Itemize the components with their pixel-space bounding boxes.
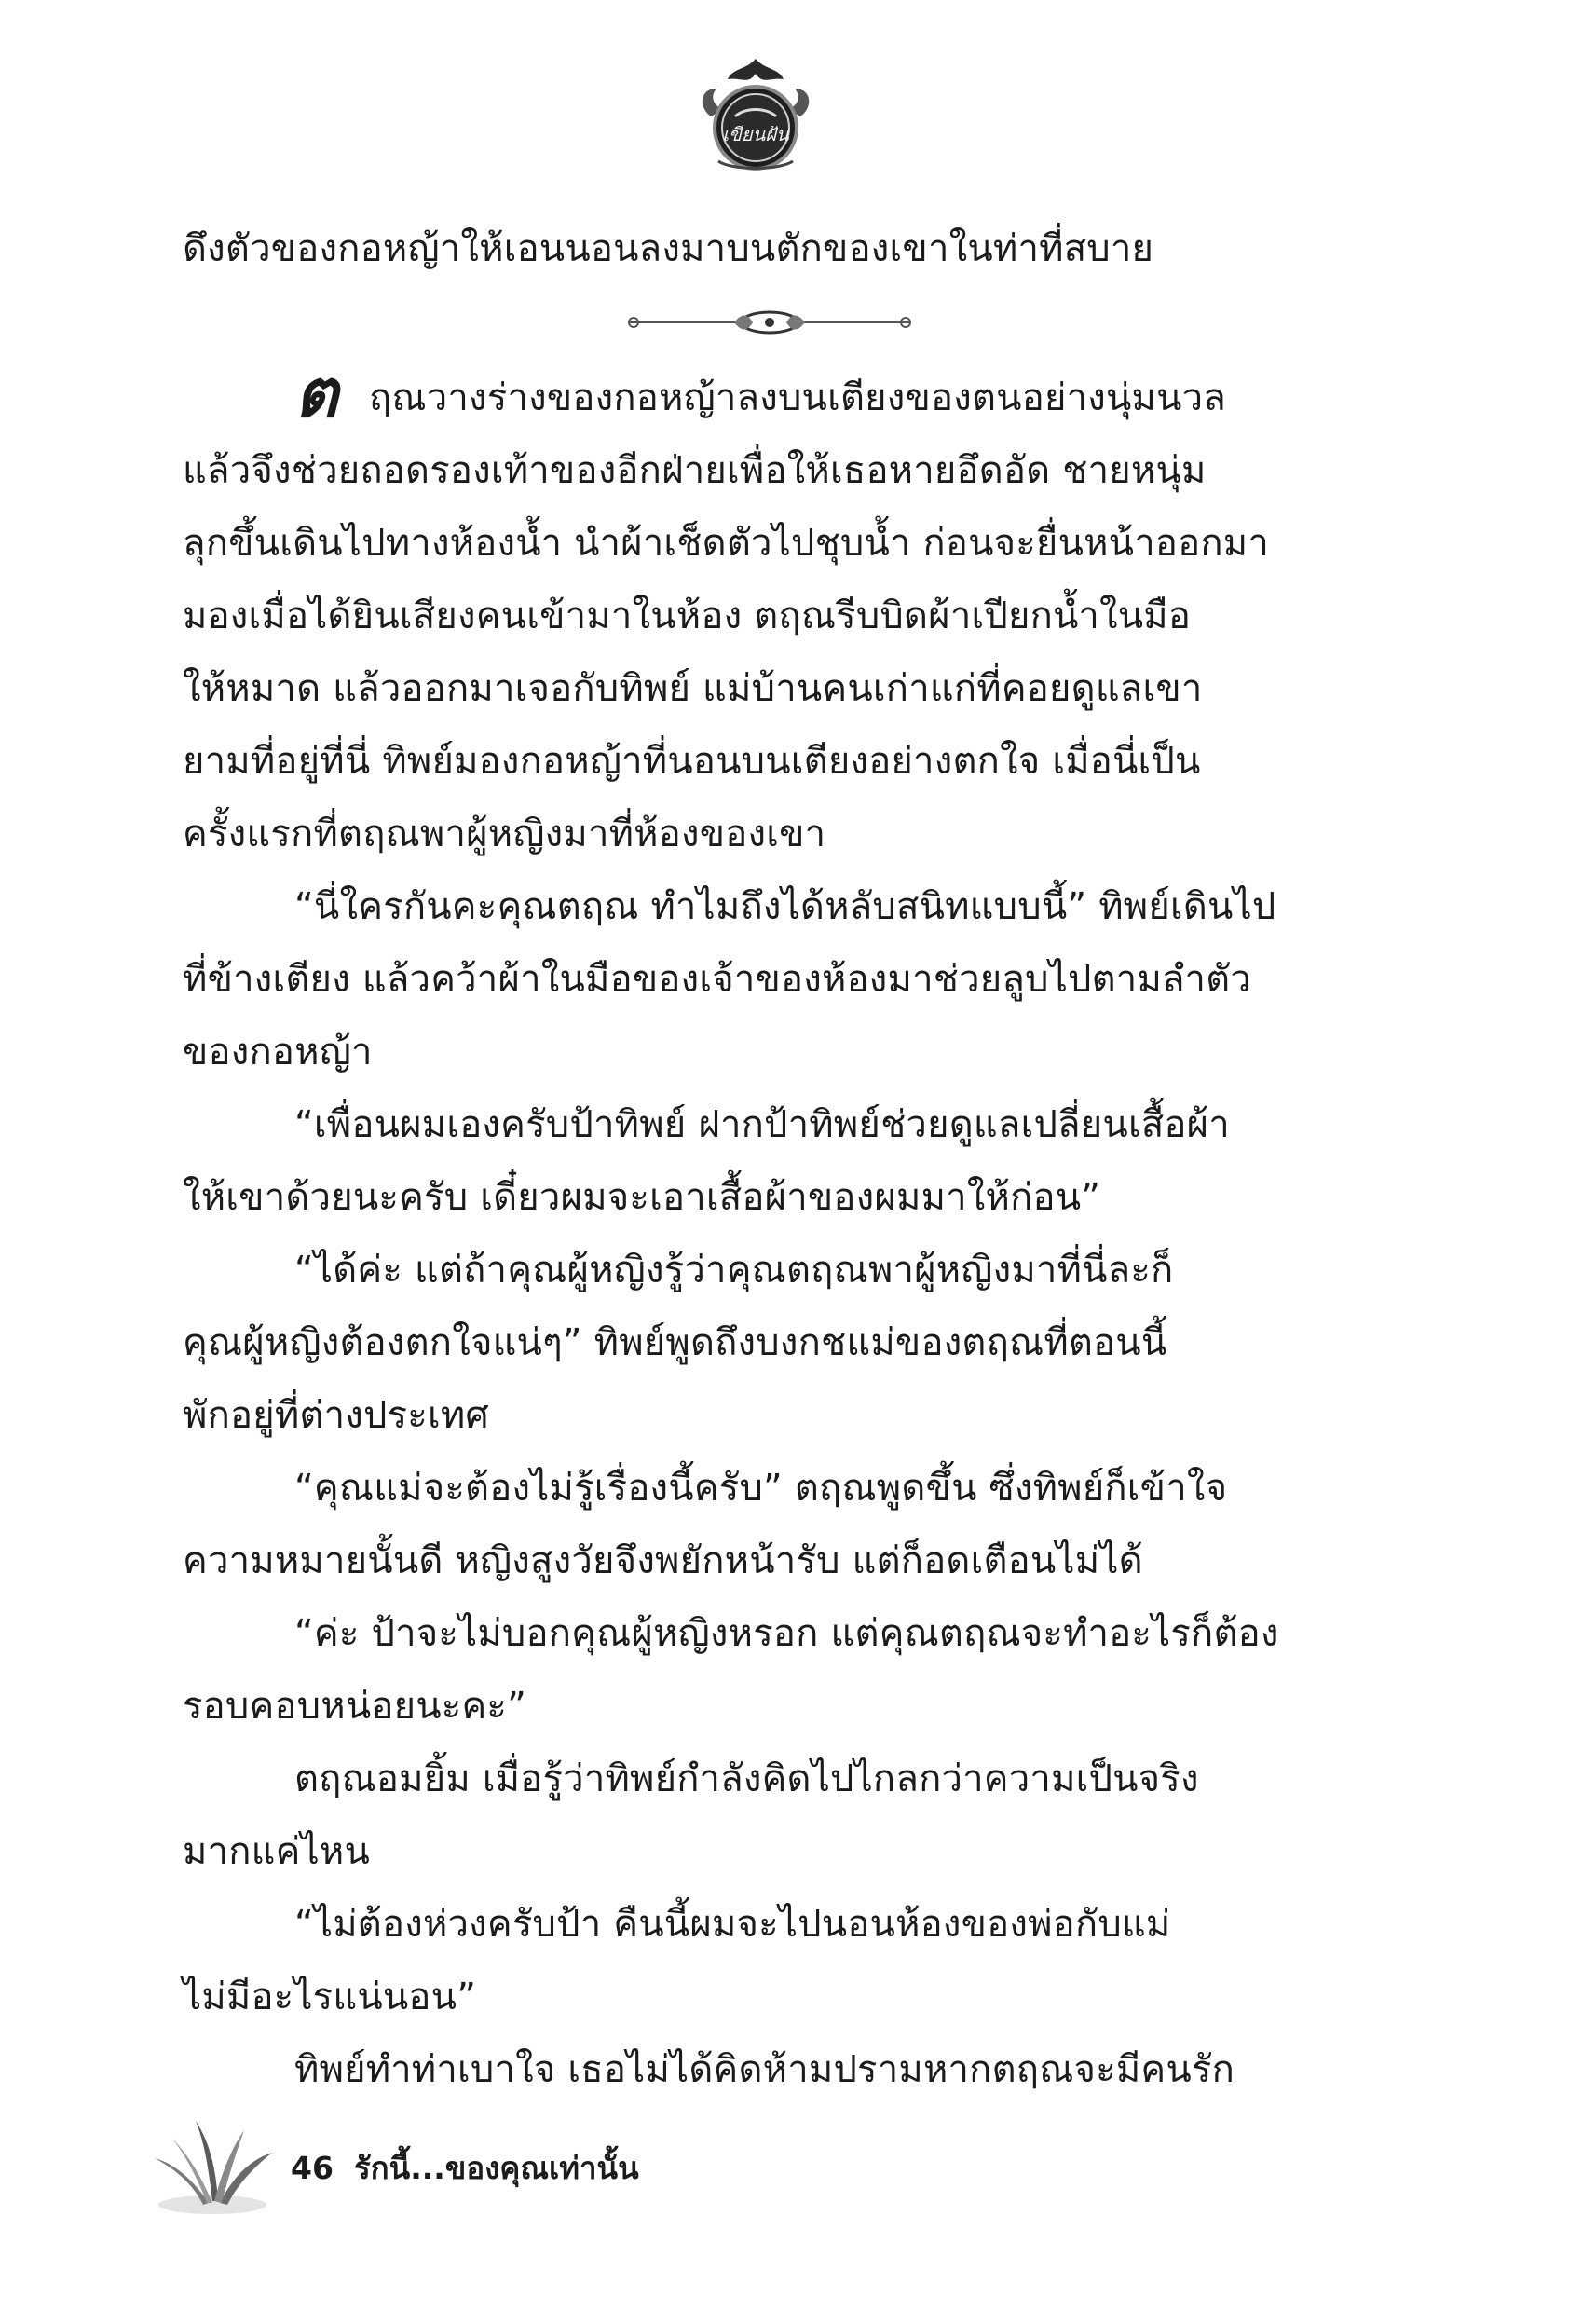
paragraph-line: ที่ข้างเตียง แล้วคว้าผ้าในมือของเจ้าของห้องมาช่วยลูบไปตามลำตัว (183, 958, 1252, 1001)
paragraph-line: ให้หมาด แล้วออกมาเจอกับทิพย์ แม่บ้านคนเก่าแก่ที่คอยดูแลเขา (183, 667, 1203, 710)
paragraph-line: พักอยู่ที่ต่างประเทศ (183, 1394, 489, 1437)
paragraph-line: ไม่มีอะไรแน่นอน” (183, 1976, 477, 2018)
paragraph-line: ของกอหญ้า (183, 1031, 373, 1073)
paragraph-line: ฤณวางร่างของกอหญ้าลงบนเตียงของตนอย่างนุ่มนวล (369, 376, 1227, 419)
paragraph-line: ทิพย์ทำท่าเบาใจ เธอไม่ได้คิดห้ามปรามหากตฤณจะมีคนรัก (294, 2048, 1235, 2091)
ornamental-medallion-icon (690, 51, 821, 182)
ornamental-divider-icon (624, 304, 915, 341)
page-number: 46 (291, 2150, 334, 2186)
paragraph-line: รอบคอบหน่อยนะคะ” (183, 1685, 527, 1728)
page-footer (291, 2148, 660, 2189)
paragraph-line: ตฤณอมยิ้ม เมื่อรู้ว่าทิพย์กำลังคิดไปไกลกว่าความเป็นจริง (294, 1757, 1199, 1800)
paragraph-line: มากแค่ไหน (183, 1830, 371, 1873)
grass-tuft-icon (147, 2115, 278, 2218)
paragraph-line: ครั้งแรกที่ตฤณพาผู้หญิงมาที่ห้องของเขา (183, 813, 826, 855)
paragraph-line: ยามที่อยู่ที่นี่ ทิพย์มองกอหญ้าที่นอนบนเตียงอย่างตกใจ เมื่อนี่เป็น (183, 740, 1201, 783)
paragraph-line: ให้เขาด้วยนะครับ เดี๋ยวผมจะเอาเสื้อผ้าของผมมาให้ก่อน” (183, 1176, 1101, 1219)
paragraph-line: “เพื่อนผมเองครับป้าทิพย์ ฝากป้าทิพย์ช่วยดูแลเปลี่ยนเสื้อผ้า (294, 1103, 1230, 1146)
paragraph-line: “ได้ค่ะ แต่ถ้าคุณผู้หญิงรู้ว่าคุณตฤณพาผู้หญิงมาที่นี่ละก็ (294, 1249, 1174, 1292)
paragraph-line: “คุณแม่จะต้องไม่รู้เรื่องนี้ครับ” ตฤณพูดขึ้น ซึ่งทิพย์ก็เข้าใจ (294, 1467, 1228, 1510)
paragraph-line: มองเมื่อได้ยินเสียงคนเข้ามาในห้อง ตฤณรีบบิดผ้าเปียกน้ำในมือ (183, 595, 1192, 637)
paragraph-line: แล้วจึงช่วยถอดรองเท้าของอีกฝ่ายเพื่อให้เธอหายอึดอัด ชายหนุ่ม (183, 449, 1207, 492)
opening-line: ดึงตัวของกอหญ้าให้เอนนอนลงมาบนตักของเขาในท่าที่สบาย (183, 227, 1154, 270)
paragraph-line: ลุกขึ้นเดินไปทางห้องน้ำ นำผ้าเช็ดตัวไปชุบน้ำ ก่อนจะยื่นหน้าออกมา (183, 522, 1269, 565)
paragraph-line: “ค่ะ ป้าจะไม่บอกคุณผู้หญิงหรอก แต่คุณตฤณจะทำอะไรก็ต้อง (294, 1612, 1279, 1655)
emblem-text: เขียนฝัน (722, 123, 789, 145)
paragraph-line: “นี่ใครกันคะคุณตฤณ ทำไมถึงได้หลับสนิทแบบนี้” ทิพย์เดินไป (294, 885, 1276, 928)
paragraph-line: “ไม่ต้องห่วงครับป้า คืนนี้ผมจะไปนอนห้องของพ่อกับแม่ (294, 1903, 1171, 1946)
book-title: รักนี้...ของคุณเท่านั้น (353, 2150, 639, 2186)
paragraph-line: ความหมายนั้นดี หญิงสูงวัยจึงพยักหน้ารับ แต่ก็อดเตือนไม่ได้ (183, 1539, 1143, 1582)
paragraph-line: คุณผู้หญิงต้องตกใจแน่ๆ” ทิพย์พูดถึงบงกชแม่ของตฤณที่ตอนนี้ (183, 1321, 1167, 1364)
drop-cap: ต (294, 353, 338, 432)
